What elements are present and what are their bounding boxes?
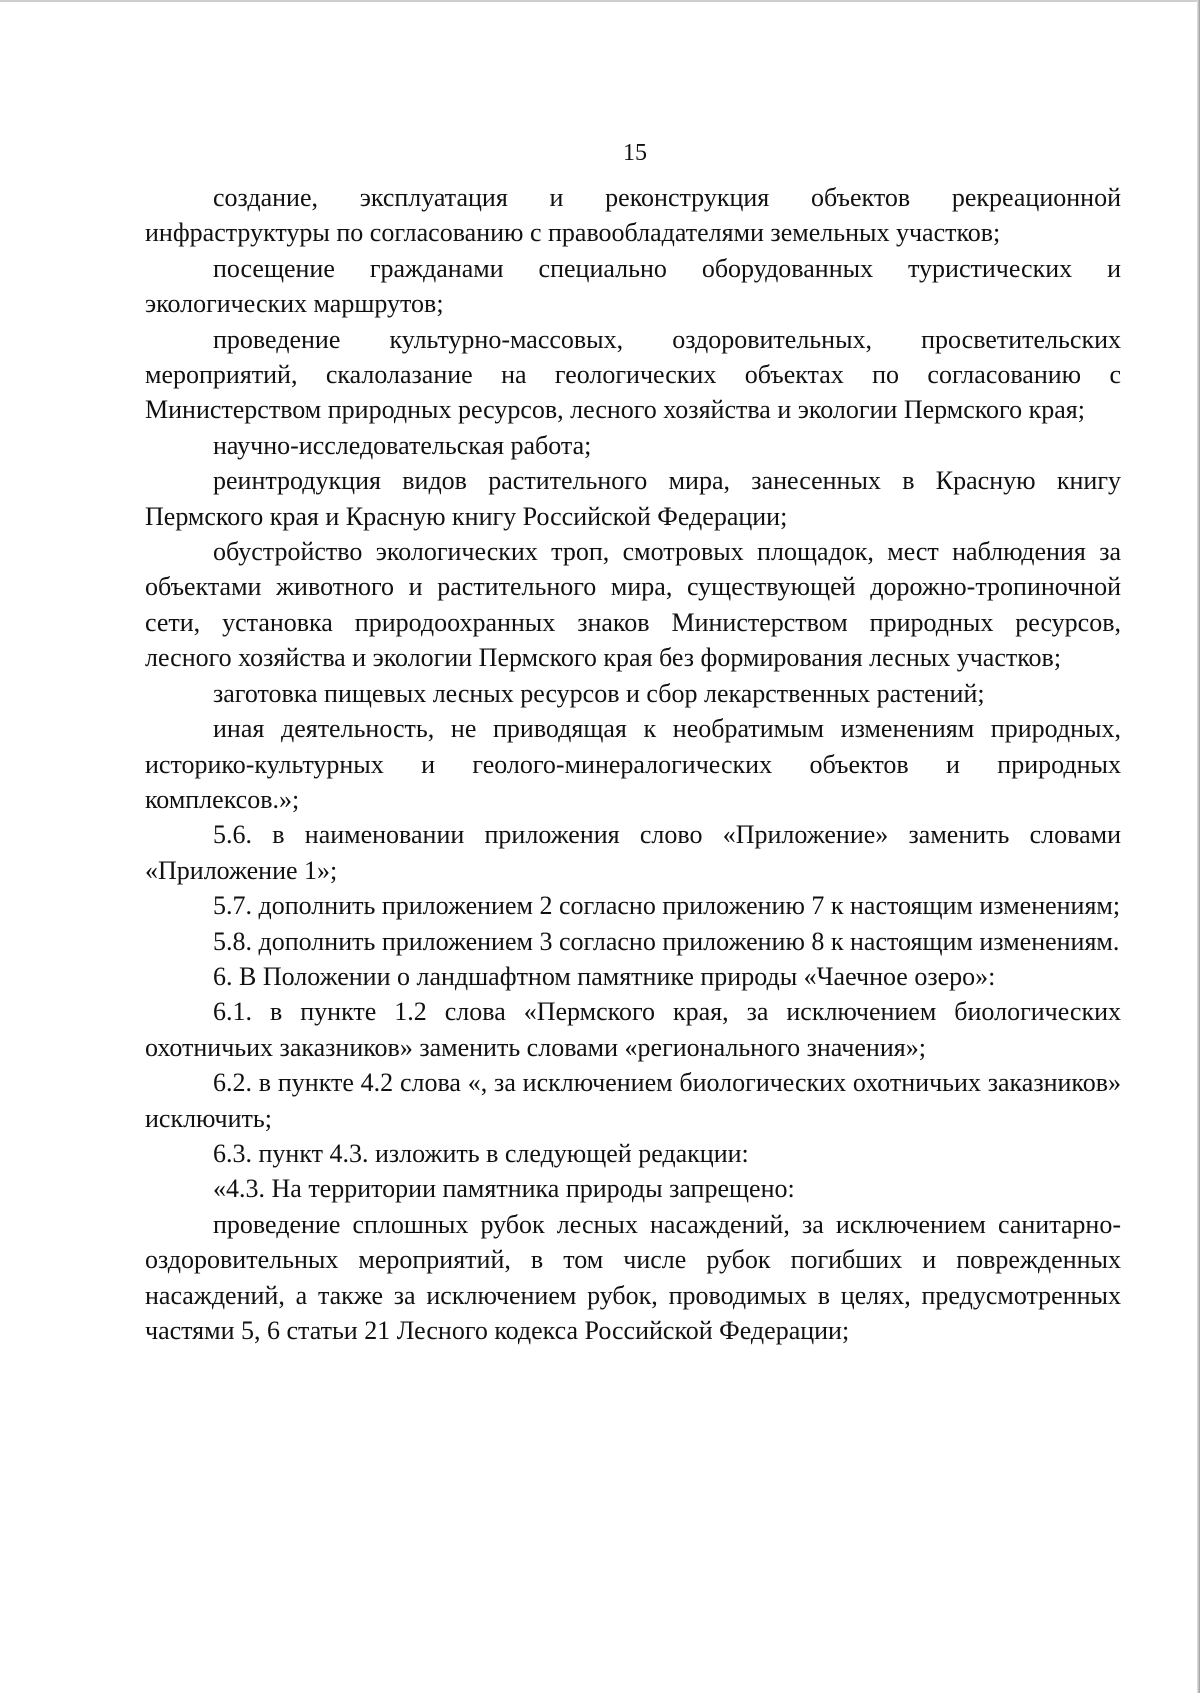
paragraph: 5.6. в наименовании приложения слово «Приложение» заменить словами «Приложение 1»; [145,820,1121,885]
paragraph: проведение культурно-массовых, оздоровительных, просветительских мероприятий, скалолазание на геологических объектах по согласованию с Министерством природных ресурсов, лесного хозяйства и экологии Пермского края; [145,324,1121,425]
scan-edge-top [0,0,1200,2]
page-number: 15 [623,140,647,166]
paragraph: реинтродукция видов растительного мира, занесенных в Красную книгу Пермского края и Красную книгу Российской Федерации; [145,466,1121,531]
paragraph: заготовка пищевых лесных ресурсов и сбор лекарственных растений; [213,678,985,708]
paragraph: создание, эксплуатация и реконструкция объектов рекреационной инфраструктуры по согласованию с правообладателями земельных участков; [145,183,1121,248]
paragraph: 6.1. в пункте 1.2 слова «Пермского края, за исключением биологических охотничьих заказников» заменить словами «регионального значения»; [145,997,1121,1062]
paragraph: «4.3. На территории памятника природы запрещено: [213,1174,795,1204]
paragraph: 6. В Положении о ландшафтном памятнике природы «Чаечное озеро»: [213,961,996,991]
paragraph: 5.7. дополнить приложением 2 согласно приложению 7 к настоящим изменениям; [213,891,1121,921]
paragraph: проведение сплошных рубок лесных насаждений, за исключением санитарно-оздоровительных мероприятий, в том числе рубок погибших и поврежденных насаждений, а также за исключением рубок, проводимых в целях, предусмотренных частями 5, 6 статьи 21 Лесного кодекса Российской Федерации; [145,1209,1121,1345]
paragraph: посещение гражданами специально оборудованных туристических и экологических маршрутов; [145,253,1121,319]
paragraph: обустройство экологических троп, смотровых площадок, мест наблюдения за объектами животного и растительного мира, существующей дорожно-тропиночной сети, установка природоохранных знаков Министерством природных ресурсов, лесного хозяйства и экологии Пермского края без формирования лесных участков; [145,537,1121,673]
paragraph: 6.2. в пункте 4.2 слова «, за исключением биологических охотничьих заказников» исключить; [145,1068,1121,1133]
paragraph: 5.8. дополнить приложением 3 согласно приложению 8 к настоящим изменениям. [213,926,1120,956]
document-body [145,180,1121,1348]
paragraph: 6.3. пункт 4.3. изложить в следующей редакции: [213,1138,749,1168]
paragraph: иная деятельность, не приводящая к необратимым изменениям природных, историко-культурных и геолого-минералогических объектов и природных комплексов.»; [145,714,1121,814]
paragraph: научно-исследовательская работа; [213,430,592,460]
